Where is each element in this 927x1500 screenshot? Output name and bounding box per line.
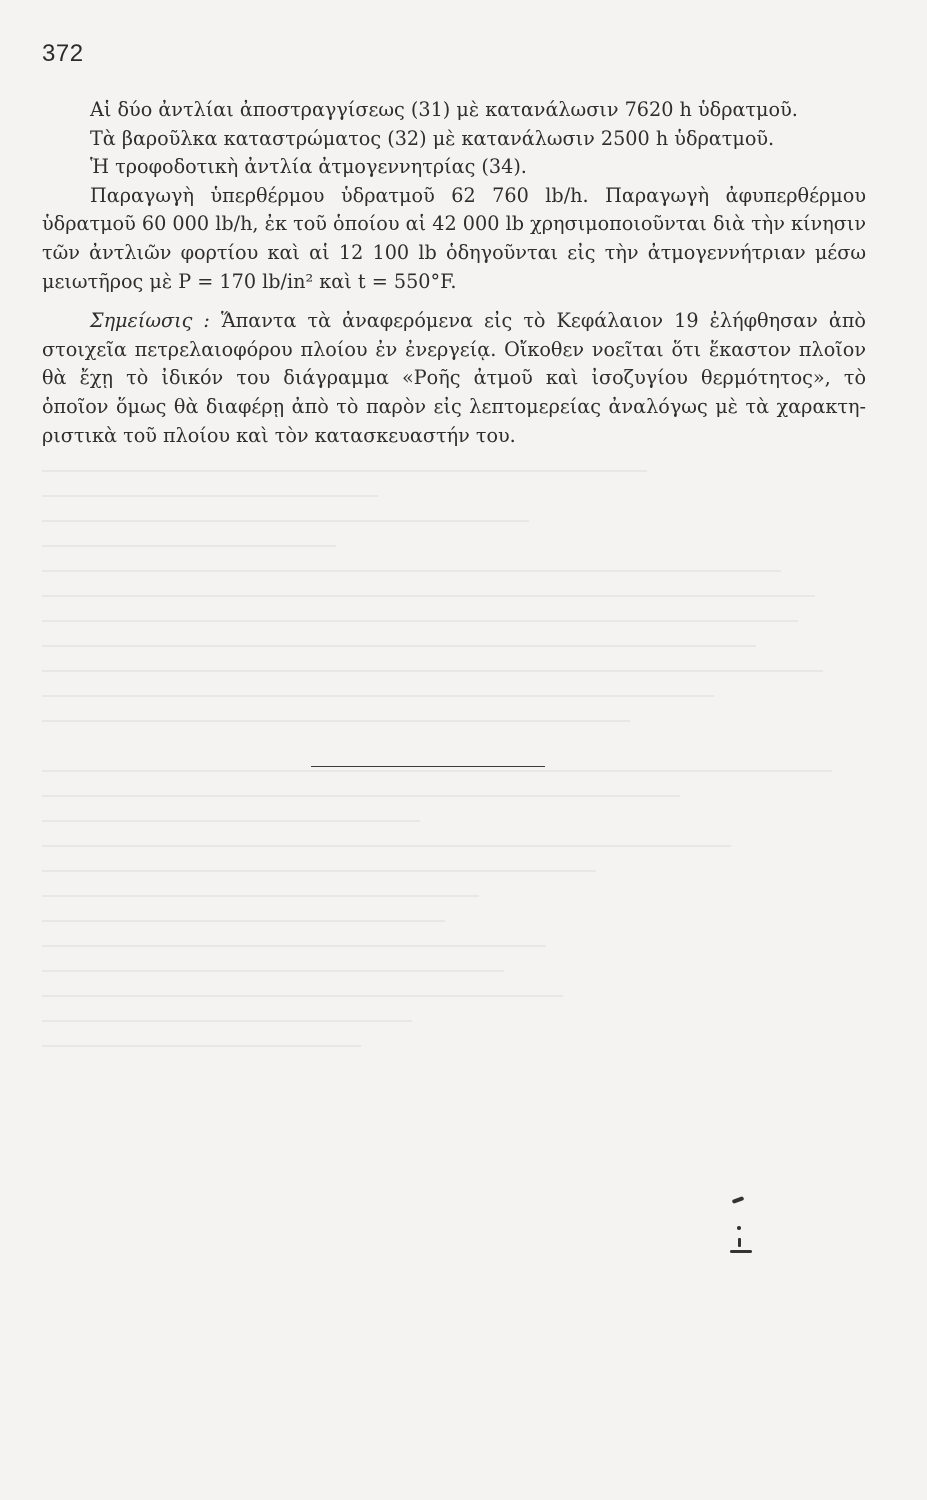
text-line-winches: Τὰ βαροῦλκα καταστρώματος (32) μὲ κατανάλωσιν 2500 h ὑδρατμοῦ.: [90, 126, 775, 150]
note-line-2: στοιχεῖα πετρελαιοφόρου πλοίου ἐν ἐνεργείᾳ. Οἴκοθεν νοεῖται ὅτι ἕκαστον πλοῖον: [42, 337, 866, 361]
note-line-3: θὰ ἔχῃ τὸ ἰδικόν του διάγραμμα «Ροῆς ἀτμοῦ καὶ ἰσοζυγίου θερμότητος», τὸ: [42, 366, 866, 390]
page-number: 372: [42, 40, 84, 67]
body-text: [42, 96, 866, 450]
text-line-production-3: τῶν ἀντλιῶν φορτίου καὶ αἱ 12 100 lb ὁδηγοῦνται εἰς τὴν ἀτμογεννήτριαν μέσω: [42, 240, 866, 264]
note-line-4: ὁποῖον ὅμως θὰ διαφέρῃ ἀπὸ τὸ παρὸν εἰς λεπτομερείας ἀναλόγως μὲ τὰ χαρακτη-: [42, 394, 866, 418]
paragraph-gap: [42, 296, 866, 307]
text-line-production-1: Παραγωγὴ ὑπερθέρμου ὑδρατμοῦ 62 760 lb/h. Παραγωγὴ ἀφυπερθέρμου: [90, 183, 866, 207]
ink-speck: [732, 1196, 745, 1204]
ink-speck: [730, 1250, 752, 1253]
note-label: Σημείωσις :: [90, 309, 210, 333]
note-line-5: ριστικὰ τοῦ πλοίου καὶ τὸν κατασκευαστήν του.: [42, 423, 516, 447]
text-line-production-4: μειωτῆρος μὲ P = 170 lb/in² καὶ t = 550°F.: [42, 269, 457, 293]
bleed-through-texture: [42, 470, 882, 1230]
text-line-pumps: Αἱ δύο ἀντλίαι ἀποστραγγίσεως (31) μὲ κατανάλωσιν 7620 h ὑδρατμοῦ.: [90, 98, 798, 121]
note-first-line-text: Ἅπαντα τὰ ἀναφερόμενα εἰς τὸ Κεφάλαιον 19 ἐλήφθησαν ἀπὸ: [220, 309, 866, 333]
text-line-production-2: ὑδρατμοῦ 60 000 lb/h, ἐκ τοῦ ὁποίου αἱ 42 000 lb χρησιμοποιοῦνται διὰ τὴν κίνησιν: [42, 212, 866, 236]
text-line-feed-pump: Ἡ τροφοδοτικὴ ἀντλία ἀτμογεννητρίας (34).: [90, 155, 527, 179]
ink-speck: [738, 1238, 741, 1247]
note-first-line: [42, 307, 866, 336]
section-divider: [311, 766, 545, 767]
ink-speck: [737, 1226, 741, 1230]
